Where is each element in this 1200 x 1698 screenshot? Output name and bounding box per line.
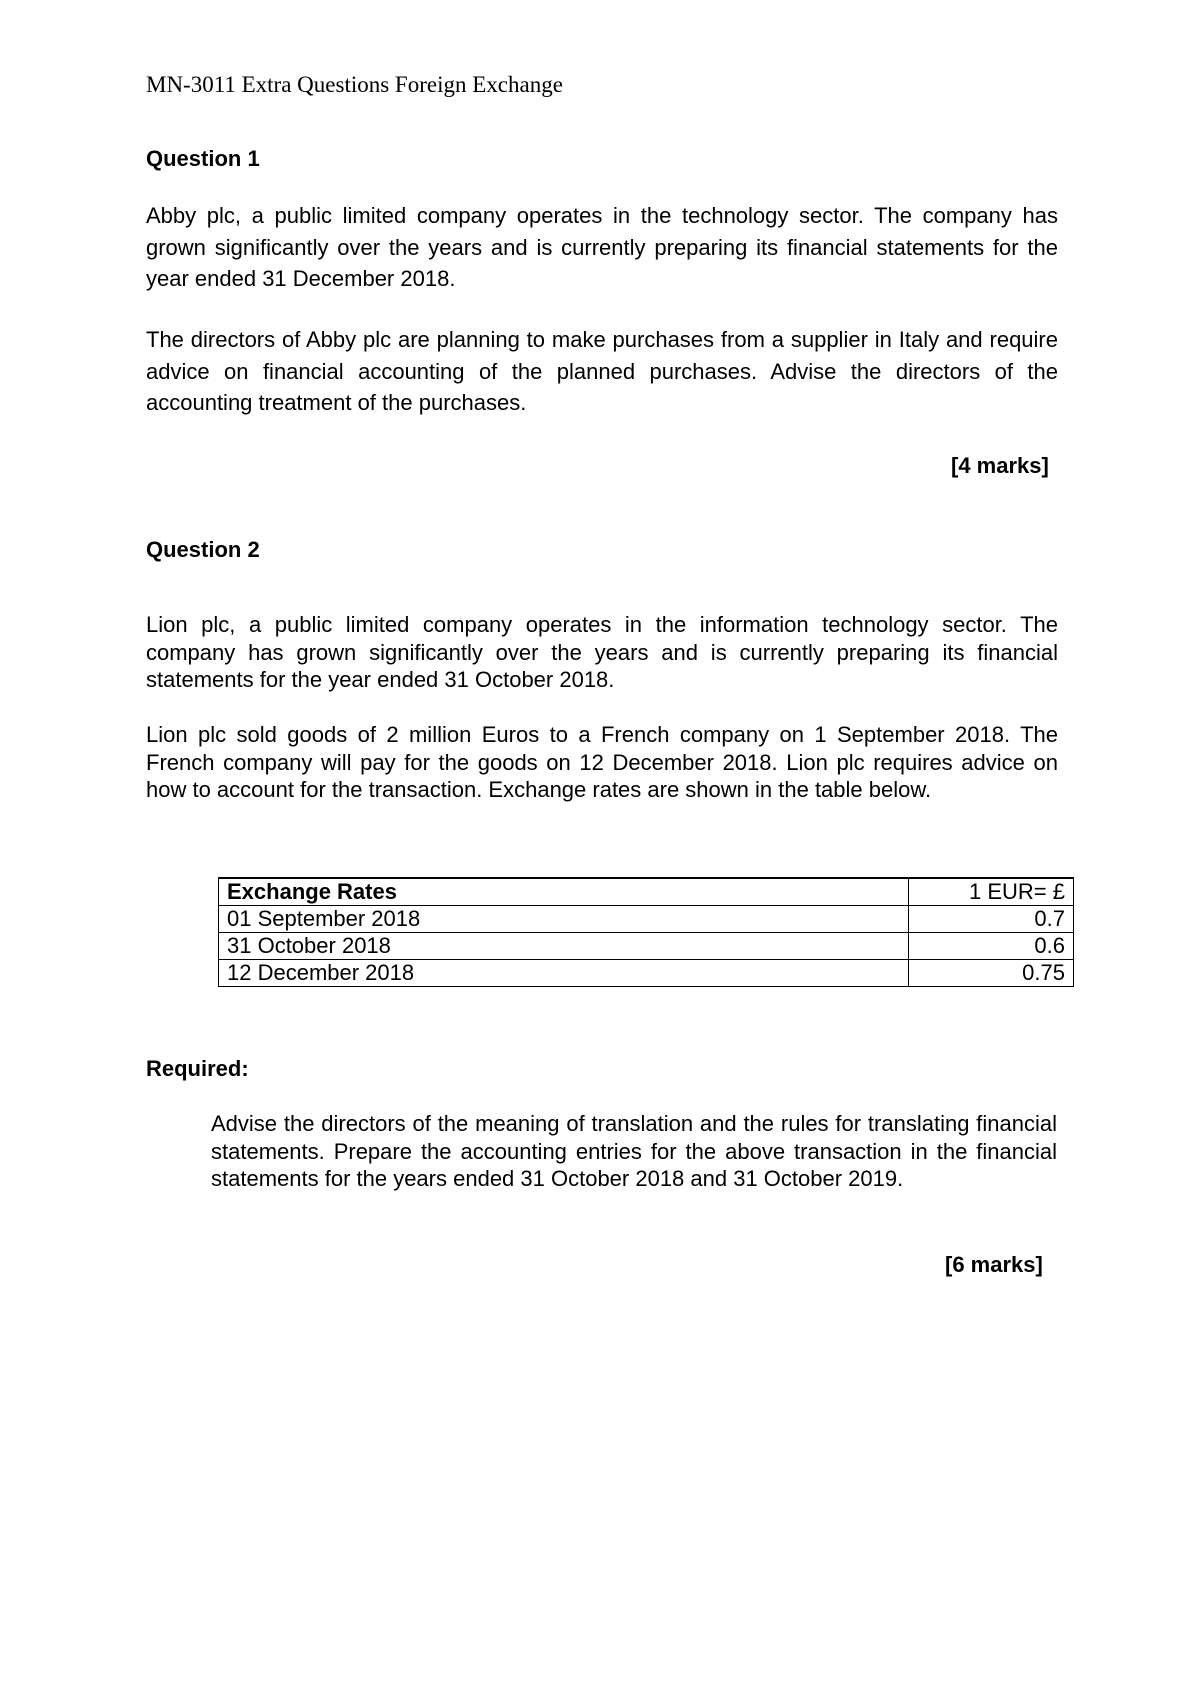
exchange-rates-table [218,877,1074,987]
table-cell-rate: 0.7 [909,906,1074,933]
table-cell-rate: 0.75 [909,960,1074,987]
table-row [219,906,1074,933]
question-2-heading: Question 2 [146,537,260,562]
table-row [219,960,1074,987]
question-1-heading: Question 1 [146,146,260,171]
required-text: Advise the directors of the meaning of translation and the rules for translating financial statements. Prepare the accounting entries for the above transaction in the financial statements for the years ended 31 October 2018 and 31 October 2019. [211,1111,1057,1191]
table-row [219,933,1074,960]
table-header-label: Exchange Rates [219,878,909,906]
table-cell-date: 01 September 2018 [219,906,909,933]
question-1-paragraph-1: Abby plc, a public limited company operates in the technology sector. The company has grown significantly over the years and is currently preparing its financial statements for the year ended 31 December 2018. [146,203,1058,291]
table-cell-date: 31 October 2018 [219,933,909,960]
question-2-marks: [6 marks] [945,1252,1043,1277]
table-cell-rate: 0.6 [909,933,1074,960]
question-1-marks: [4 marks] [951,453,1049,478]
table-header-row [219,878,1074,906]
required-heading: Required: [146,1056,249,1081]
table-header-value: 1 EUR= £ [909,878,1074,906]
table-cell-date: 12 December 2018 [219,960,909,987]
question-1-paragraph-2: The directors of Abby plc are planning to make purchases from a supplier in Italy and require advice on financial accounting of the planned purchases. Advise the directors of the accounting treatment of the purchases. [146,327,1058,415]
question-2-paragraph-2: Lion plc sold goods of 2 million Euros to a French company on 1 September 2018. The French company will pay for the goods on 12 December 2018. Lion plc requires advice on how to account for the transaction. Exchange rates are shown in the table below. [146,722,1058,802]
question-2-paragraph-1: Lion plc, a public limited company operates in the information technology sector. The company has grown significantly over the years and is currently preparing its financial statements for the year ended 31 October 2018. [146,612,1058,692]
document-header: MN-3011 Extra Questions Foreign Exchange [146,72,563,97]
